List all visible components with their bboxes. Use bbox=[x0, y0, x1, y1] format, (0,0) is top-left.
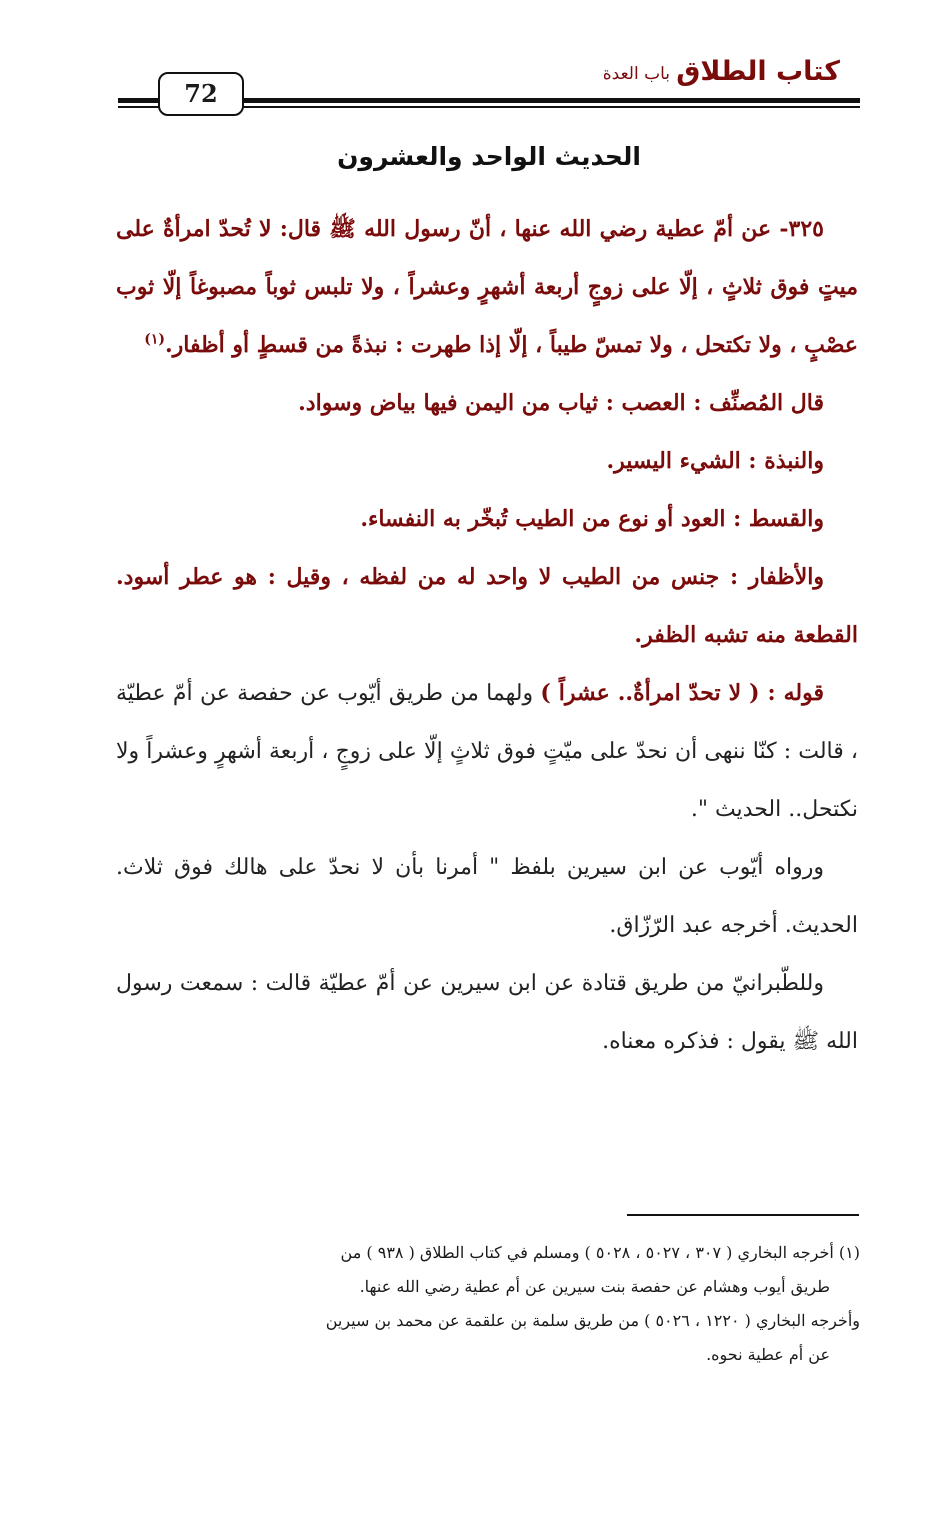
footnotes bbox=[112, 1236, 860, 1372]
footnote-line: عن أم عطية نحوه. bbox=[706, 1345, 830, 1364]
commentary-paragraph-1 bbox=[116, 664, 858, 839]
book-title: كتاب الطلاق bbox=[676, 56, 840, 87]
commentary-paragraph-2: ورواه أيّوب عن ابن سيرين بلفظ " أمرنا بأن لا نحدّ على هالك فوق ثلاث. الحديث. أخرجه عبد الرّزّاق. bbox=[116, 855, 858, 938]
page-header bbox=[118, 50, 860, 120]
footnote-line: (١) أخرجه البخاري ( ٣٠٧ ، ٥٠٢٧ ، ٥٠٢٨ ) ومسلم في كتاب الطلاق ( ٩٣٨ ) من bbox=[340, 1243, 860, 1262]
definition-nubdha: والنبذة : الشيء اليسير. bbox=[606, 448, 824, 474]
hadith-heading: الحديث الواحد والعشرون bbox=[337, 142, 641, 171]
definition-qust: والقسط : العود أو نوع من الطيب تُبخّر به النفساء. bbox=[360, 506, 824, 532]
hadith-text bbox=[116, 200, 858, 374]
definition-asb: قال المُصنِّف : العصب : ثياب من اليمن فيها بياض وسواد. bbox=[298, 390, 824, 416]
commentary-paragraph-3: وللطّبرانيّ من طريق قتادة عن ابن سيرين عن أمّ عطيّة قالت : سمعت رسول الله ﷺ يقول : فذكره معناه. bbox=[116, 971, 858, 1054]
page-number: 72 bbox=[158, 72, 244, 116]
definition-azfar: والأظفار : جنس من الطيب لا واحد له من لفظه ، وقيل : هو عطر أسود. القطعة منه تشبه الظفر. bbox=[116, 564, 858, 648]
chapter-title: باب العدة bbox=[602, 64, 670, 84]
commentary-quote: قوله : ( لا تحدّ امرأةٌ.. عشراً ) bbox=[540, 680, 824, 706]
footnote-line: وأخرجه البخاري ( ١٢٢٠ ، ٥٠٢٦ ) من طريق سلمة بن علقمة عن محمد بن سيرين bbox=[325, 1311, 860, 1330]
footnote-line: طريق أيوب وهشام عن حفصة بنت سيرين عن أم عطية رضي الله عنها. bbox=[359, 1277, 830, 1296]
footnote-reference: (١) bbox=[144, 331, 166, 348]
footnote-separator bbox=[627, 1214, 859, 1216]
main-text bbox=[116, 200, 858, 1071]
commentary-text: ولهما من طريق أيّوب عن حفصة عن أمّ عطيّة ، قالت : كنّا ننهى أن نحدّ على ميّتٍ فوق ثلاثٍ إلّا على زوجٍ ، أربعة أشهرٍ وعشراً ولا نكتحل.. الحديث ". bbox=[116, 681, 858, 822]
hadith-body: ٣٢٥- عن أمّ عطية رضي الله عنها ، أنّ رسول الله ﷺ قال: لا تُحدّ امرأةٌ على ميتٍ فوق ثلاثٍ ، إلّا على زوجٍ أربعة أشهرٍ وعشراً ، ولا تلبس ثوباً مصبوغاً إلّا ثوب عصْبٍ ، ولا تكتحل ، ولا تمسّ طيباً ، إلّا إذا طهرت : نبذةً من قسطٍ أو أظفار. bbox=[116, 216, 858, 358]
